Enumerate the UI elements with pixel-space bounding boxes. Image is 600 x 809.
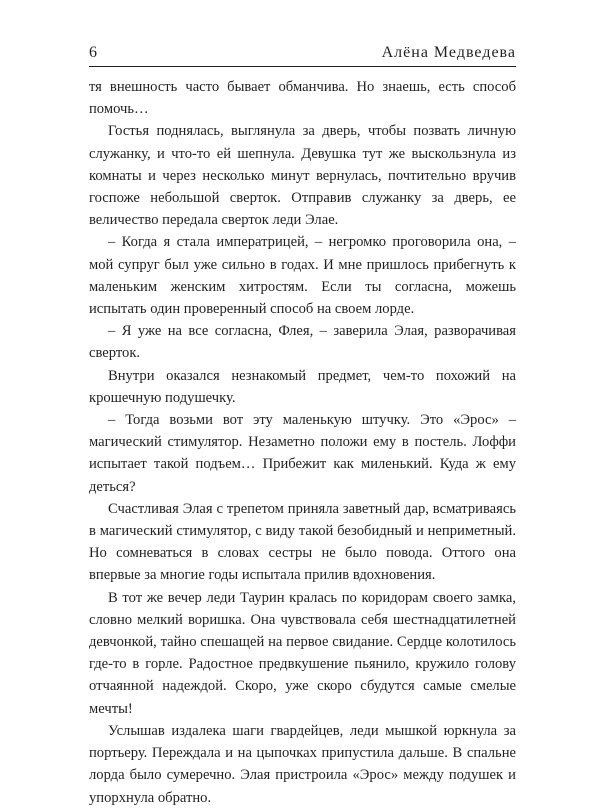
- paragraph: – Когда я стала императрицей, – негромко проговорила она, – мой супруг был уже сильно в годах. И мне пришлось прибегнуть к маленьким женским хитростям. Если ты согласна, можешь испытать один проверенный способ на своем лорде.: [89, 234, 516, 318]
- paragraph: тя внешность часто бывает обманчива. Но знаешь, есть способ помочь…: [89, 79, 516, 118]
- author-name: Алёна Медведева: [381, 44, 516, 61]
- running-head: [89, 40, 516, 67]
- paragraph: В тот же вечер леди Таурин кралась по коридорам своего замка, словно мелкий воришка. Она чувствовала себя шестнадцатилетней девчонкой, тайно спешащей на первое свидание. Сердце колотилось где-то в горле. Радостное предвкушение пьянило, кружило голову отчаянной надеждой. Скоро, уже скоро сбудутся самые смелые мечты!: [89, 589, 516, 717]
- page-number: 6: [89, 44, 98, 61]
- paragraph: Внутри оказался незнакомый предмет, чем-то похожий на крошечную подушечку.: [89, 367, 516, 406]
- paragraph: Счастливая Элая с трепетом приняла заветный дар, всматриваясь в магический стимулятор, с виду такой безобидный и неприметный. Но сомневаться в словах сестры не было повода. Оттого она впервые за многие годы испытала прилив вдохновения.: [89, 500, 516, 584]
- body-text: [89, 76, 516, 809]
- paragraph: – Я уже на все согласна, Флея, – заверила Элая, разворачивая сверток.: [89, 323, 516, 362]
- paragraph: – Тогда возьми вот эту маленькую штучку. Это «Эрос» – магический стимулятор. Незаметно положи ему в постель. Лоффи испытает такой подъем… Прибежит как миленький. Куда ж ему деться?: [89, 412, 516, 495]
- paragraph: Услышав издалека шаги гвардейцев, леди мышкой юркнула за портьеру. Переждала и на цыпочках припустила дальше. В спальне лорда было сумеречно. Элая пристроила «Эрос» между подушек и упорхнула обратно.: [89, 722, 516, 806]
- paragraph: Гостья поднялась, выглянула за дверь, чтобы позвать личную служанку, и что-то ей шепнула. Девушка тут же выскользнула из комнаты и через несколько минут вернулась, почтительно вручив госпоже небольшой сверток. Отправив служанку за дверь, ее величество передала сверток леди Элае.: [89, 123, 516, 229]
